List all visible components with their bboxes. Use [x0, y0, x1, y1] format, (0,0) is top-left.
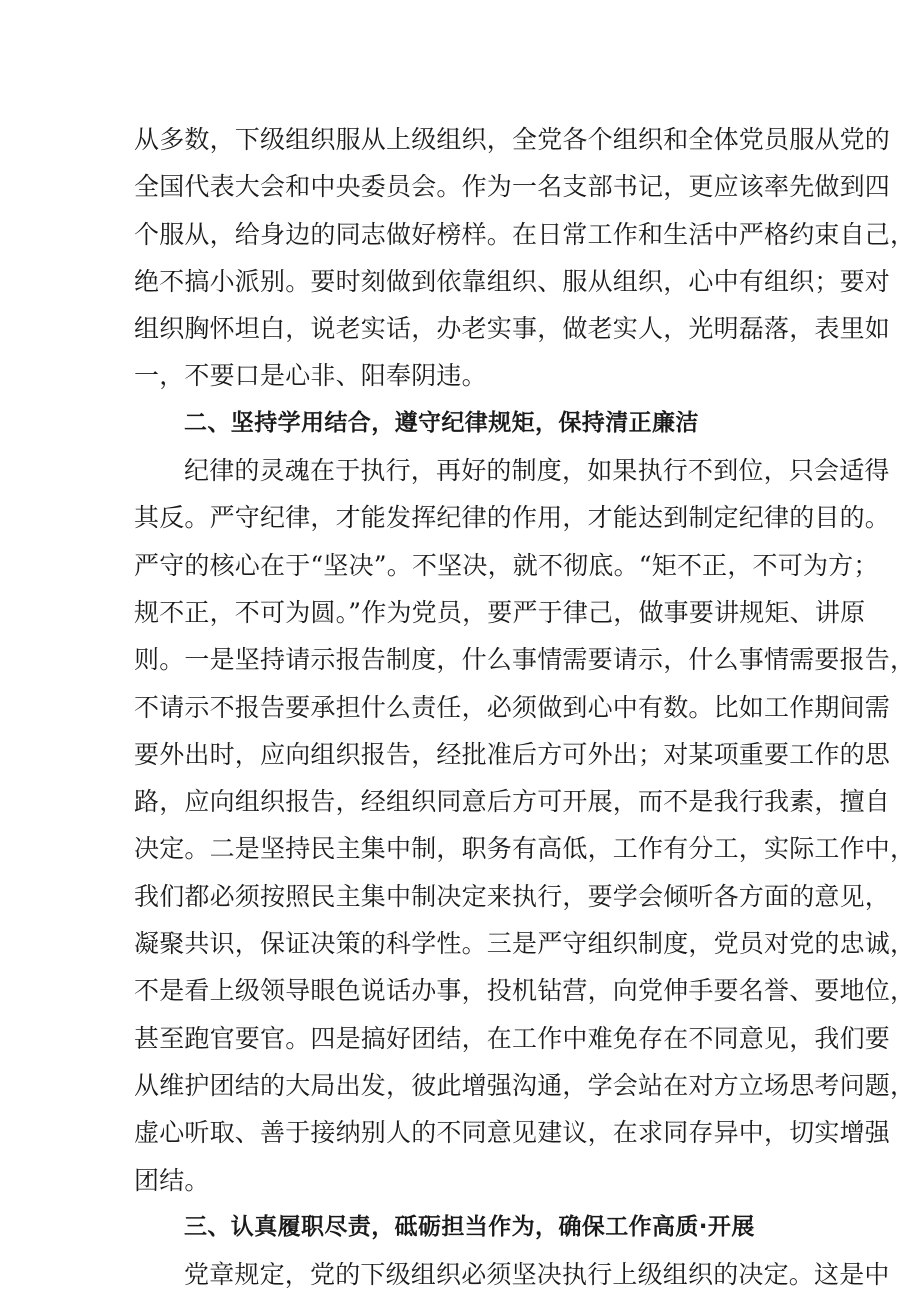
text-line: 不是看上级领导眼色说话办事，投机钻营，向党伸手要名誉、要地位，: [134, 976, 916, 1006]
text-line: 个服从，给身边的同志做好榜样。在日常工作和生活中严格约束自己，: [134, 219, 916, 249]
text-line: 要外出时，应向组织报告，经批准后方可外出；对某项重要工作的思: [134, 739, 891, 769]
text-line: 一，不要口是心非、阳奉阴违。: [134, 361, 487, 391]
text-line: 不请示不报告要承担什么责任，必须做到心中有数。比如工作期间需: [134, 692, 891, 722]
text-line: 其反。严守纪律，才能发挥纪律的作用，才能达到制定纪律的目的。: [134, 503, 891, 533]
text-line: 从维护团结的大局出发，彼此增强沟通，学会站在对方立场思考问题，: [134, 1070, 916, 1100]
section-heading-3: 三、认真履职尽责，砥砺担当作为，确保工作高质·开展: [184, 1213, 755, 1240]
paragraph-2: [134, 447, 916, 1204]
text-line: 决定。二是坚持民主集中制，职务有高低，工作有分工，实际工作中，: [134, 834, 916, 864]
text-line: 组织胸怀坦白，说老实话，办老实事，做老实人，光明磊落，表里如: [134, 314, 891, 344]
text-line: 纪律的灵魂在于执行，再好的制度，如果执行不到位，只会适得: [184, 456, 890, 486]
text-line: 从多数，下级组织服从上级组织，全党各个组织和全体党员服从党的: [134, 125, 891, 154]
text-line: 则。一是坚持请示报告制度，什么事情需要请示，什么事情需要报告，: [134, 645, 916, 675]
text-line: 团结。: [134, 1165, 210, 1195]
text-line: 规不正，不可为圆。”作为党员，要严于律己，做事要讲规矩、讲原: [134, 597, 866, 627]
text-line: 绝不搞小派别。要时刻做到依靠组织、服从组织，心中有组织；要对: [134, 266, 891, 296]
paragraph-1: [134, 116, 916, 400]
text-line: 全国代表大会和中央委员会。作为一名支部书记，更应该率先做到四: [134, 172, 891, 202]
text-line: 虚心听取、善于接纳别人的不同意见建议，在求同存异中，切实增强: [134, 1118, 891, 1148]
paragraph-3: [134, 1251, 890, 1298]
document-body: [134, 116, 916, 1298]
section-heading-2: 二、坚持学用结合，遵守纪律规矩，保持清正廉洁: [184, 409, 699, 436]
text-line: 严守的核心在于“坚决”。不坚决，就不彻底。“矩不正，不可为方；: [134, 550, 879, 580]
text-line: 党章规定，党的下级组织必须坚决执行上级组织的决定。这是中: [184, 1260, 890, 1290]
text-line: 甚至跑官要官。四是搞好团结，在工作中难免存在不同意见，我们要: [134, 1023, 891, 1053]
text-line: 路，应向组织报告，经组织同意后方可开展，而不是我行我素，擅自: [134, 787, 891, 817]
text-line: 凝聚共识，保证决策的科学性。三是严守组织制度，党员对党的忠诚，: [134, 929, 916, 959]
text-line: 我们都必须按照民主集中制决定来执行，要学会倾听各方面的意见，: [134, 881, 891, 911]
